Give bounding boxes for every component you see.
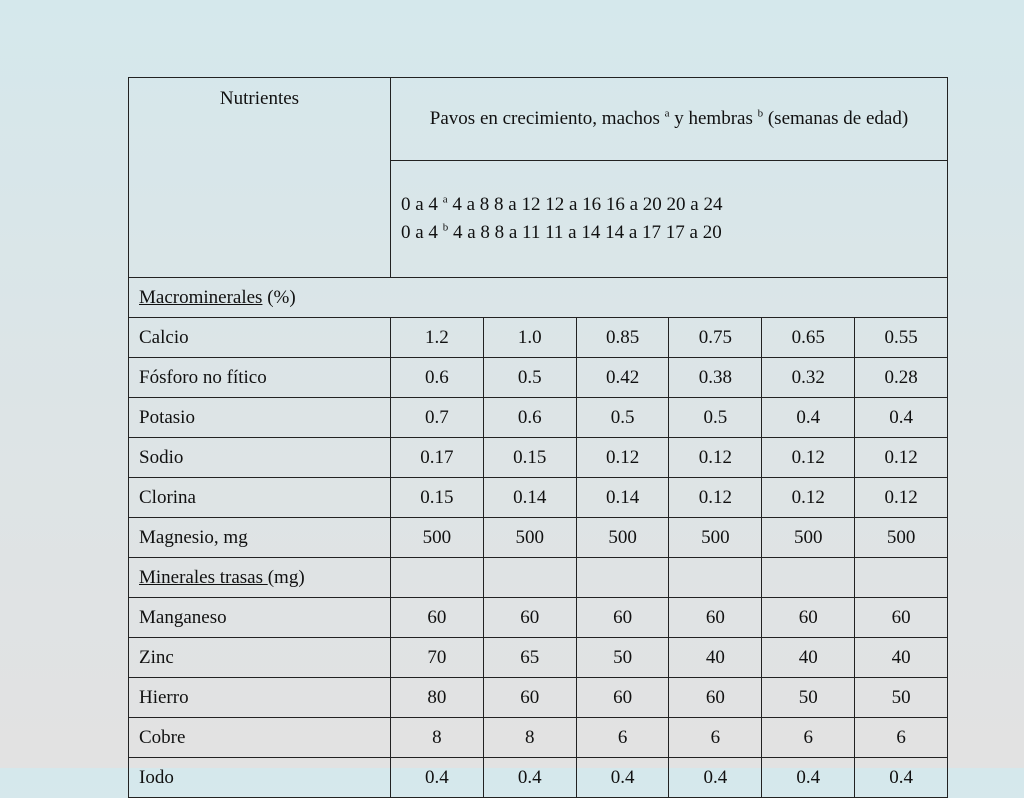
value-cell: 500 bbox=[576, 518, 669, 558]
value-cell: 0.55 bbox=[855, 318, 948, 358]
value-cell: 0.42 bbox=[576, 358, 669, 398]
value-cell: 50 bbox=[855, 678, 948, 718]
table-row bbox=[129, 398, 948, 438]
value-cell: 65 bbox=[483, 638, 576, 678]
value-cell: 0.17 bbox=[391, 438, 484, 478]
table-row bbox=[129, 598, 948, 638]
header-row-title bbox=[129, 78, 948, 161]
value-cell: 60 bbox=[391, 598, 484, 638]
value-cell: 500 bbox=[855, 518, 948, 558]
value-cell: 70 bbox=[391, 638, 484, 678]
male-weeks-line bbox=[401, 191, 937, 219]
table-row bbox=[129, 758, 948, 798]
nutrient-name: Cobre bbox=[129, 718, 391, 758]
value-cell: 40 bbox=[855, 638, 948, 678]
value-cell: 0.4 bbox=[483, 758, 576, 798]
group-title-pre: Pavos en crecimiento, machos bbox=[429, 108, 665, 129]
female-weeks-line bbox=[401, 219, 937, 247]
nutrient-name: Manganeso bbox=[129, 598, 391, 638]
value-cell: 500 bbox=[483, 518, 576, 558]
value-cell: 0.12 bbox=[669, 438, 762, 478]
value-cell: 0.12 bbox=[762, 478, 855, 518]
value-cell: 0.65 bbox=[762, 318, 855, 358]
section-macro-label: Macrominerales bbox=[139, 286, 263, 308]
value-cell: 0.4 bbox=[576, 758, 669, 798]
value-cell: 0.32 bbox=[762, 358, 855, 398]
value-cell: 60 bbox=[483, 598, 576, 638]
nutrient-name: Calcio bbox=[129, 318, 391, 358]
value-cell: 60 bbox=[576, 598, 669, 638]
sup-a: a bbox=[664, 107, 670, 120]
value-cell: 6 bbox=[855, 718, 948, 758]
value-cell: 0.12 bbox=[855, 438, 948, 478]
value-cell: 0.12 bbox=[855, 478, 948, 518]
value-cell: 60 bbox=[483, 678, 576, 718]
value-cell: 0.12 bbox=[762, 438, 855, 478]
group-title-mid: y hembras bbox=[669, 108, 758, 129]
empty-cell bbox=[483, 558, 576, 598]
section-trace-label: Minerales trasas bbox=[139, 566, 268, 588]
value-cell: 8 bbox=[483, 718, 576, 758]
empty-cell bbox=[855, 558, 948, 598]
group-title-post: (semanas de edad) bbox=[763, 108, 909, 129]
table-row bbox=[129, 478, 948, 518]
value-cell: 0.85 bbox=[576, 318, 669, 358]
table-row bbox=[129, 438, 948, 478]
value-cell: 0.6 bbox=[391, 358, 484, 398]
value-cell: 40 bbox=[762, 638, 855, 678]
empty-cell bbox=[576, 558, 669, 598]
value-cell: 60 bbox=[669, 598, 762, 638]
value-cell: 50 bbox=[576, 638, 669, 678]
value-cell: 0.38 bbox=[669, 358, 762, 398]
value-cell: 0.4 bbox=[669, 758, 762, 798]
nutrient-name: Magnesio, mg bbox=[129, 518, 391, 558]
value-cell: 0.7 bbox=[391, 398, 484, 438]
weeks-header-cell bbox=[391, 161, 948, 278]
nutrients-header: Nutrientes bbox=[219, 88, 300, 109]
value-cell: 6 bbox=[762, 718, 855, 758]
section-row-macro bbox=[129, 278, 948, 318]
section-macro-cell bbox=[129, 278, 948, 318]
nutrients-header-cell bbox=[129, 78, 391, 278]
table-row bbox=[129, 718, 948, 758]
female-other-ranges: 4 a 8 8 a 11 11 a 14 14 a 17 17 a 20 bbox=[448, 222, 722, 243]
empty-cell bbox=[669, 558, 762, 598]
value-cell: 1.2 bbox=[391, 318, 484, 358]
table-row bbox=[129, 518, 948, 558]
value-cell: 60 bbox=[855, 598, 948, 638]
value-cell: 60 bbox=[576, 678, 669, 718]
value-cell: 500 bbox=[669, 518, 762, 558]
value-cell: 0.14 bbox=[483, 478, 576, 518]
value-cell: 0.5 bbox=[576, 398, 669, 438]
nutrient-name: Potasio bbox=[129, 398, 391, 438]
value-cell: 80 bbox=[391, 678, 484, 718]
value-cell: 500 bbox=[391, 518, 484, 558]
value-cell: 0.4 bbox=[855, 398, 948, 438]
value-cell: 0.15 bbox=[391, 478, 484, 518]
value-cell: 60 bbox=[762, 598, 855, 638]
value-cell: 8 bbox=[391, 718, 484, 758]
male-first-range: 0 a 4 bbox=[401, 194, 443, 215]
female-first-range: 0 a 4 bbox=[401, 222, 443, 243]
value-cell: 0.75 bbox=[669, 318, 762, 358]
table-row bbox=[129, 678, 948, 718]
nutrient-name: Iodo bbox=[129, 758, 391, 798]
empty-cell bbox=[391, 558, 484, 598]
nutrient-name: Hierro bbox=[129, 678, 391, 718]
group-header-cell bbox=[391, 78, 948, 161]
value-cell: 1.0 bbox=[483, 318, 576, 358]
value-cell: 0.5 bbox=[669, 398, 762, 438]
value-cell: 40 bbox=[669, 638, 762, 678]
value-cell: 0.12 bbox=[669, 478, 762, 518]
table-row bbox=[129, 358, 948, 398]
value-cell: 6 bbox=[576, 718, 669, 758]
value-cell: 0.12 bbox=[576, 438, 669, 478]
nutrient-name: Zinc bbox=[129, 638, 391, 678]
section-macro-unit: (%) bbox=[262, 286, 296, 308]
nutrient-name: Fósforo no fítico bbox=[129, 358, 391, 398]
value-cell: 60 bbox=[669, 678, 762, 718]
section-trace-cell bbox=[129, 558, 391, 598]
table-row bbox=[129, 318, 948, 358]
male-sup: a bbox=[442, 193, 448, 206]
value-cell: 0.28 bbox=[855, 358, 948, 398]
value-cell: 0.4 bbox=[762, 758, 855, 798]
value-cell: 0.5 bbox=[483, 358, 576, 398]
value-cell: 0.6 bbox=[483, 398, 576, 438]
sup-b: b bbox=[757, 107, 764, 120]
value-cell: 50 bbox=[762, 678, 855, 718]
value-cell: 6 bbox=[669, 718, 762, 758]
empty-cell bbox=[762, 558, 855, 598]
value-cell: 0.14 bbox=[576, 478, 669, 518]
table-row bbox=[129, 638, 948, 678]
nutrient-name: Sodio bbox=[129, 438, 391, 478]
value-cell: 500 bbox=[762, 518, 855, 558]
male-other-ranges: 4 a 8 8 a 12 12 a 16 16 a 20 20 a 24 bbox=[447, 194, 723, 215]
value-cell: 0.4 bbox=[762, 398, 855, 438]
value-cell: 0.4 bbox=[855, 758, 948, 798]
value-cell: 0.15 bbox=[483, 438, 576, 478]
value-cell: 0.4 bbox=[391, 758, 484, 798]
nutrient-name: Clorina bbox=[129, 478, 391, 518]
nutrient-table bbox=[128, 77, 948, 798]
section-row-trace bbox=[129, 558, 948, 598]
section-trace-unit: (mg) bbox=[267, 566, 305, 588]
female-sup: b bbox=[442, 221, 449, 234]
